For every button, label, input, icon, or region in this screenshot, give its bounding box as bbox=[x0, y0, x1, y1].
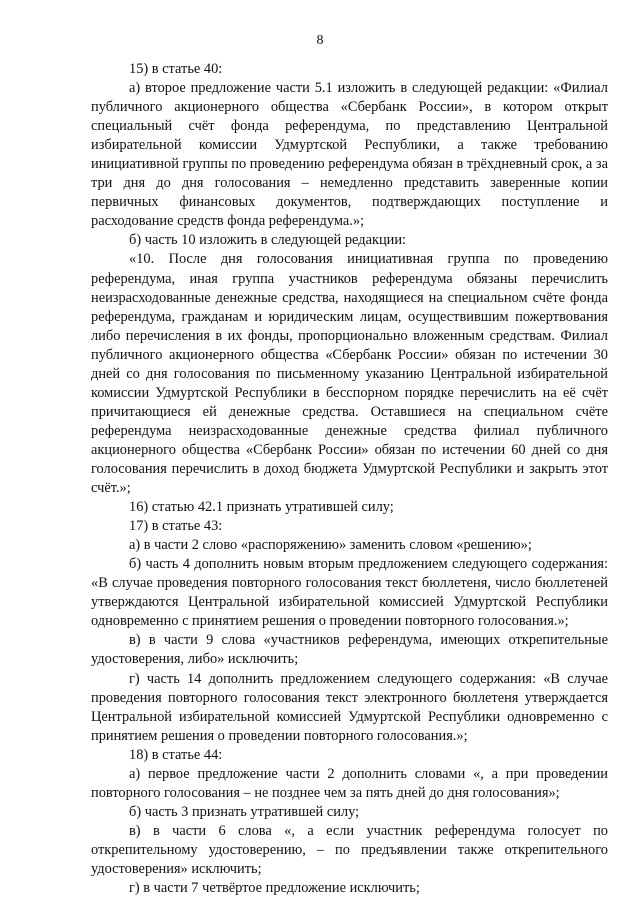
paragraph: б) часть 10 изложить в следующей редакции: bbox=[129, 232, 407, 249]
paragraph: 18) в статье 44: bbox=[129, 746, 223, 763]
paragraph: а) в части 2 слово «распоряжению» заменить словом «решению»; bbox=[129, 537, 532, 554]
paragraph: «10. После дня голосования инициативная группа по проведению референдума, иная группа участников референдума обязаны перечислить неизрасходованные денежные средства, находящиеся на специальном счёте фонда референдума, гражданам и юридическим лицам, осуществившим пожертвования либо перечисления в их фонды, пропорционально вложенным средствам. Филиал публичного акционерного общества «Сбербанк России» обязан по истечении 30 дней со дня голосования по письменному указанию Центральной избирательной комиссии Удмуртской Республики в бесспорном порядке перечислить на её счёт причитающиеся ей денежные средства. Оставшиеся на специальном счёте референдума неизрасходованные денежные средства филиал публичного акционерного общества «Сбербанк России» обязан по истечении 60 дней со дня голосования перечислить в доход бюджета Удмуртской Республики и закрыть этот счёт.»; bbox=[91, 251, 608, 497]
paragraph: а) второе предложение части 5.1 изложить в следующей редакции: «Филиал публичного акционерного общества «Сбербанк России», в котором открыт специальный счёт фонда референдума, по представлению Центральной избирательной комиссии Удмуртской Республики, а также требованию инициативной группы по проведению референдума обязан в трёхдневный срок, а за три дня до дня голосования – немедленно представить заверенные копии первичных финансовых документов, подтверждающих поступление и расходование средств фонда референдума.»; bbox=[91, 80, 608, 230]
paragraph: в) в части 6 слова «, а если участник референдума голосует по открепительному удостоверению, – по предъявлении также открепительного удостоверения» исключить; bbox=[91, 822, 608, 877]
paragraph: г) часть 14 дополнить предложением следующего содержания: «В случае проведения повторного голосования текст электронного бюллетеня утверждается Центральной избирательной комиссией Удмуртской Республики одновременно с принятием решения о проведении повторного голосования.»; bbox=[91, 670, 608, 744]
document-body bbox=[91, 60, 608, 898]
paragraph: 16) статью 42.1 признать утратившей силу; bbox=[129, 499, 394, 516]
paragraph: в) в части 9 слова «участников референдума, имеющих открепительные удостоверения, либо» исключить; bbox=[91, 632, 608, 668]
paragraph: б) часть 3 признать утратившей силу; bbox=[129, 803, 360, 820]
paragraph: 17) в статье 43: bbox=[129, 518, 223, 535]
paragraph: 15) в статье 40: bbox=[129, 61, 223, 77]
paragraph: г) в части 7 четвёртое предложение исключить; bbox=[129, 880, 420, 897]
page-number: 8 bbox=[316, 33, 324, 48]
paragraph: а) первое предложение части 2 дополнить словами «, а при проведении повторного голосования – не позднее чем за пять дней до дня голосования»; bbox=[91, 765, 608, 801]
paragraph: б) часть 4 дополнить новым вторым предложением следующего содержания: «В случае проведения повторного голосования текст бюллетеня, число бюллетеней утверждаются Центральной избирательной комиссией Удмуртской Республики одновременно с принятием решения о проведении повторного голосования.»; bbox=[91, 556, 608, 630]
